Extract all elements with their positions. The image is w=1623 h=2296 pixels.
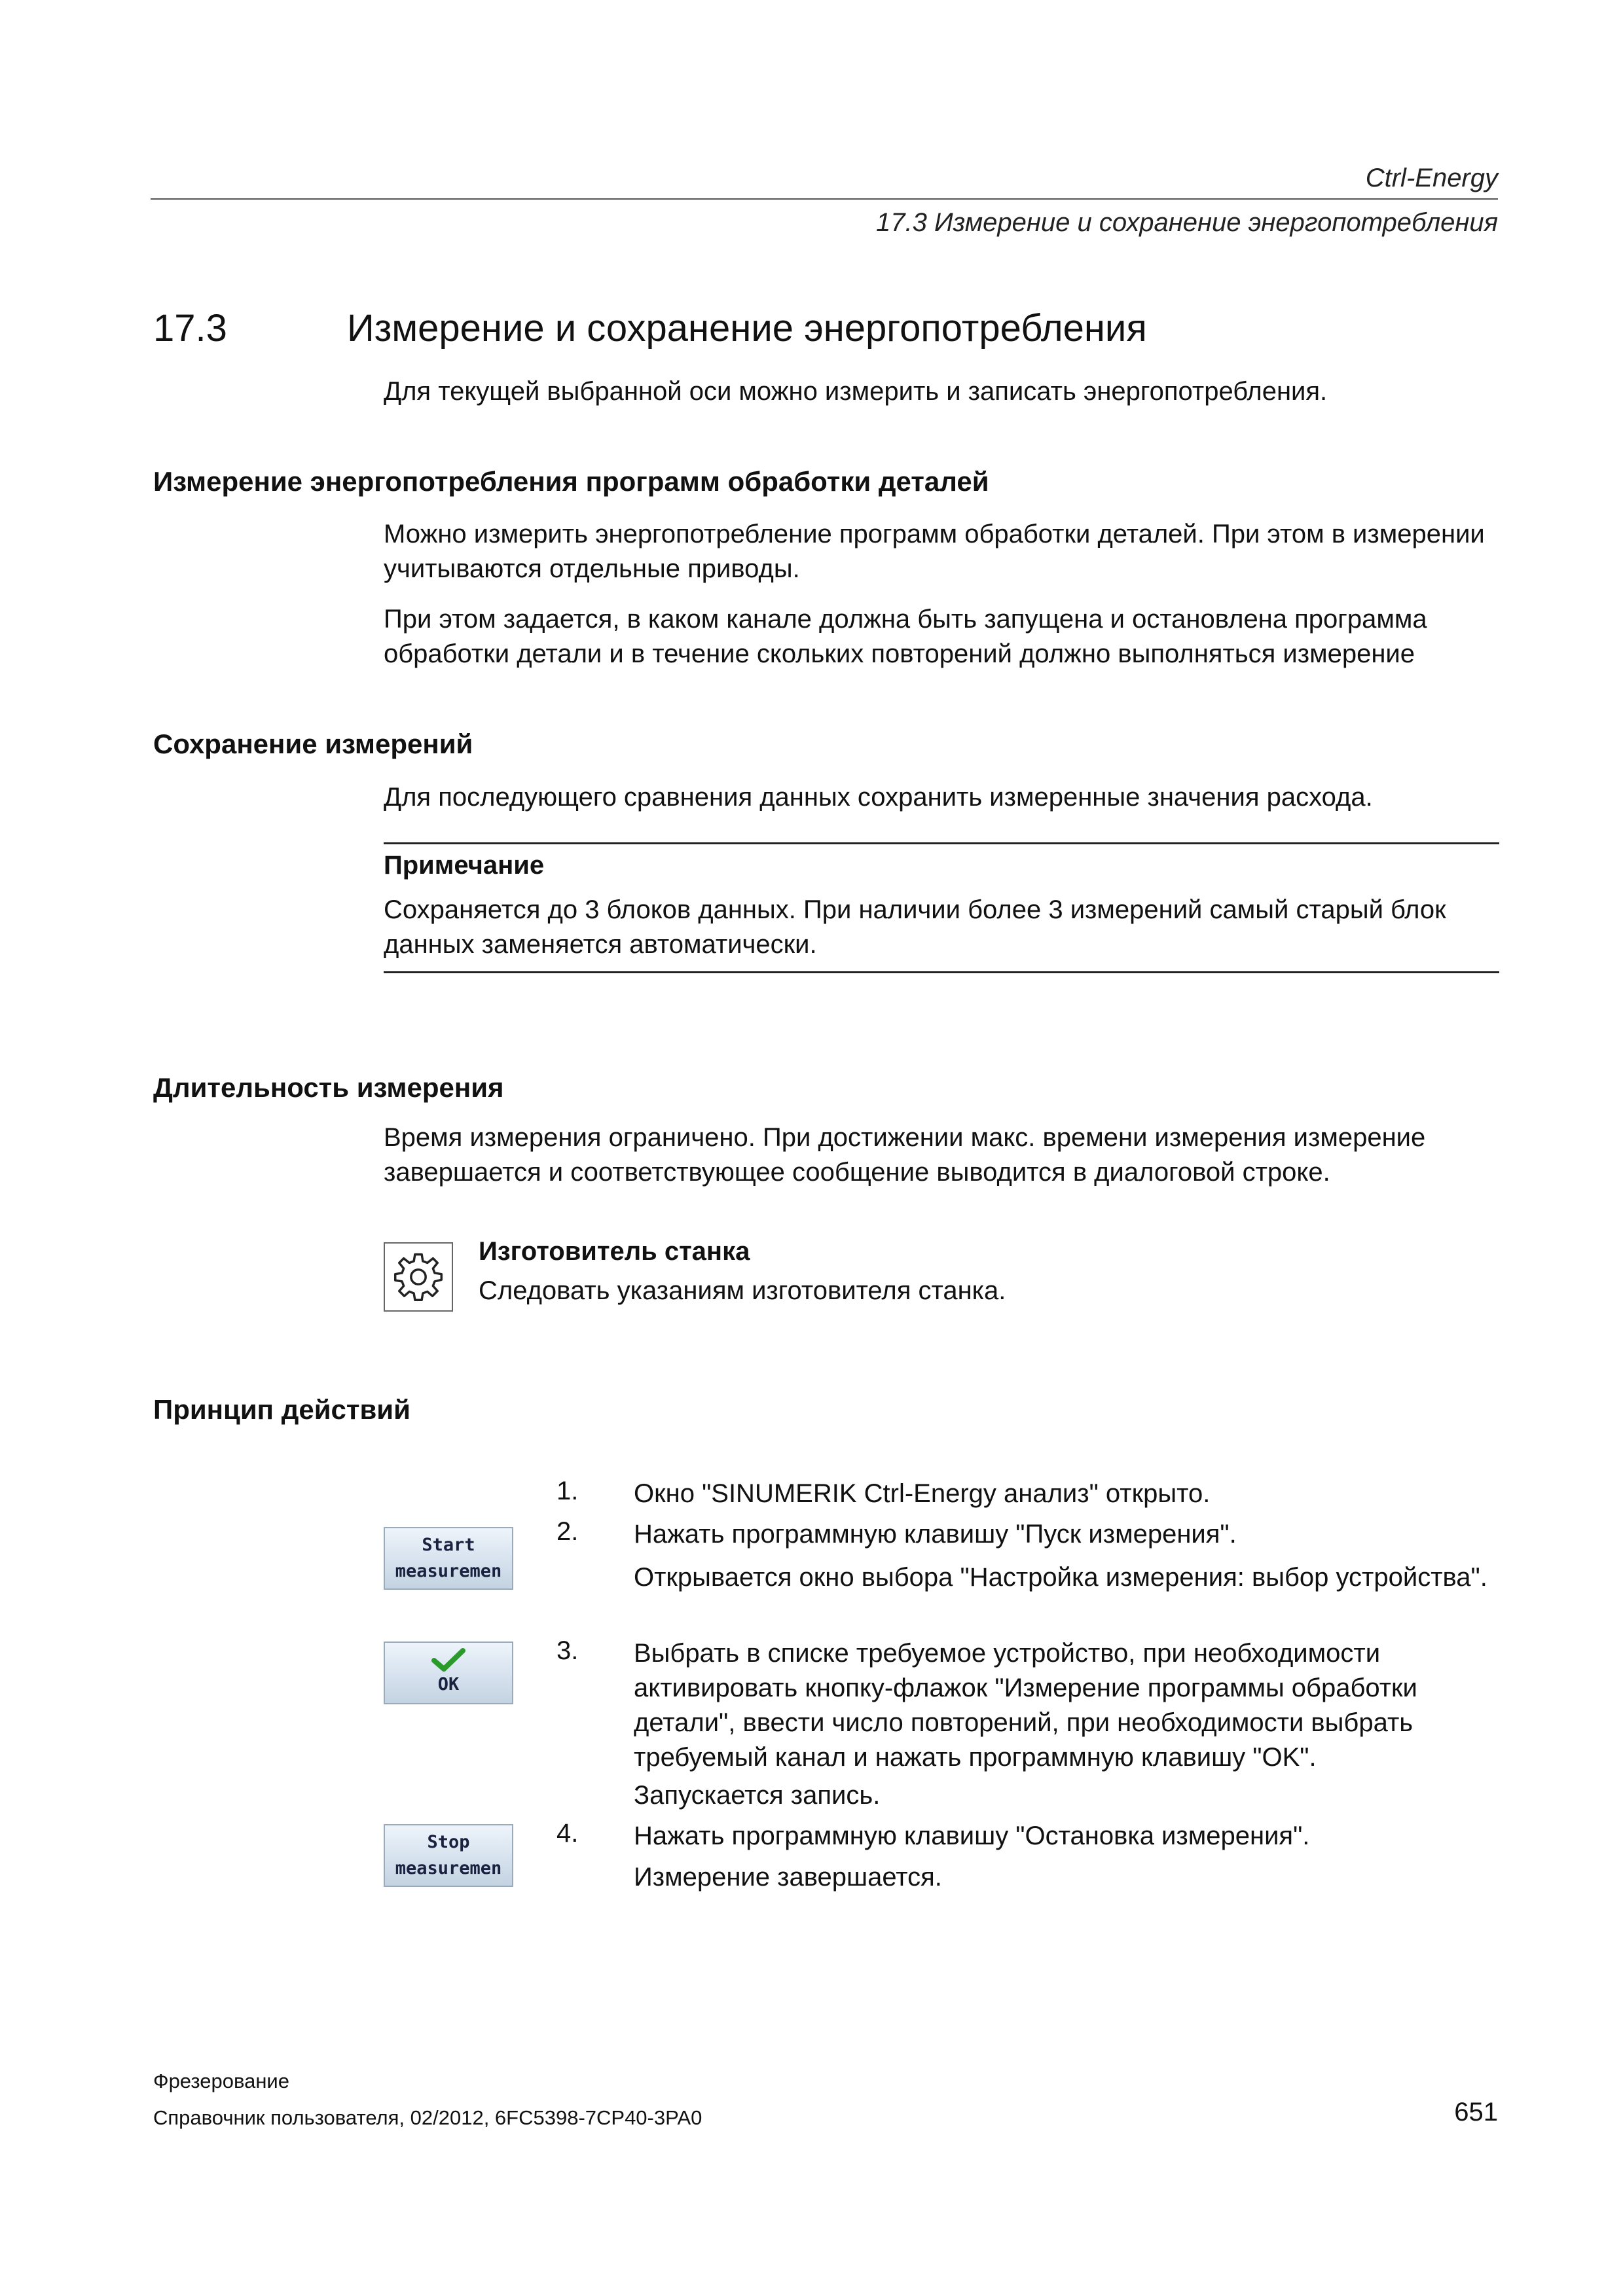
stop-measurement-softkey[interactable]: [384, 1824, 513, 1887]
save-paragraph: Для последующего сравнения данных сохранить измеренные значения расхода.: [384, 783, 1373, 812]
gear-icon: [390, 1249, 447, 1305]
ok-softkey-label: OK: [437, 1674, 460, 1695]
measure-paragraphs: [384, 517, 1503, 687]
heading-save-measurements: Сохранение измерений: [153, 728, 473, 759]
softkey-label-line1: Start: [422, 1535, 475, 1555]
heading-measure-programs: Измерение энергопотребления программ обработки деталей: [153, 466, 989, 497]
footer-manual-info: Справочник пользователя, 02/2012, 6FC5398-7CP40-3PA0: [153, 2106, 702, 2129]
note-bottom-rule: [384, 971, 1499, 973]
running-header-section: 17.3 Измерение и сохранение энергопотребления: [876, 208, 1498, 237]
heading-procedure: Принцип действий: [153, 1394, 410, 1425]
duration-paragraph: Время измерения ограничено. При достижении макс. времени измерения измерение завершается и соответствующее сообщение выводится в диалоговой строке.: [384, 1123, 1426, 1187]
section-title: Измерение и сохранение энергопотребления: [347, 307, 1147, 350]
page-number: 651: [1454, 2098, 1498, 2126]
note-text: Сохраняется до 3 блоков данных. При наличии более 3 измерений самый старый блок данных заменяется автоматически.: [384, 895, 1446, 959]
step-number: 1.: [556, 1477, 579, 1505]
running-header-chapter: Ctrl-Energy: [1365, 164, 1498, 192]
manufacturer-text: Следовать указаниям изготовителя станка.: [479, 1276, 1006, 1305]
heading-measure-duration: Длительность измерения: [153, 1072, 504, 1103]
header-rule: [151, 198, 1498, 200]
step-result: Измерение завершается.: [634, 1863, 942, 1892]
step-number: 3.: [556, 1636, 579, 1665]
step-result: Запускается запись.: [634, 1781, 881, 1810]
note-top-rule: [384, 842, 1499, 844]
manufacturer-title: Изготовитель станка: [479, 1237, 750, 1266]
section-number: 17.3: [153, 307, 227, 350]
ok-softkey[interactable]: [384, 1641, 513, 1704]
softkey-label-line1: Stop: [427, 1832, 470, 1852]
section-intro: Для текущей выбранной оси можно измерить и записать энергопотребления.: [384, 377, 1328, 406]
measure-paragraph-1: Можно измерить энергопотребление программ обработки деталей. При этом в измерении учитываются отдельные приводы.: [384, 520, 1485, 583]
checkmark-icon: [430, 1648, 467, 1672]
manufacturer-gear-icon-frame: [384, 1242, 453, 1312]
measure-paragraph-2: При этом задается, в каком канале должна быть запущена и остановлена программа обработки детали и в течение скольких повторений должно выполняться измерение: [384, 605, 1427, 668]
softkey-label-line2: measuremen: [395, 1561, 502, 1581]
step-text: Выбрать в списке требуемое устройство, при необходимости активировать кнопку-флажок "Измерение программы обработки детали", ввести число повторений, при необходимости выбрать требуемый канал и нажать программную клавишу "OK".: [634, 1639, 1417, 1772]
softkey-label-line2: measuremen: [395, 1858, 502, 1878]
step-result: Открывается окно выбора "Настройка измерения: выбор устройства".: [634, 1563, 1487, 1592]
step-number: 2.: [556, 1517, 579, 1546]
step-text: Нажать программную клавишу "Пуск измерения".: [634, 1520, 1237, 1549]
footer-product: Фрезерование: [153, 2070, 289, 2092]
note-title: Примечание: [384, 851, 545, 880]
start-measurement-softkey[interactable]: [384, 1527, 513, 1590]
step-text: Окно "SINUMERIK Ctrl-Energy анализ" открыто.: [634, 1479, 1211, 1508]
step-text: Нажать программную клавишу "Остановка измерения".: [634, 1821, 1310, 1850]
step-number: 4.: [556, 1819, 579, 1848]
